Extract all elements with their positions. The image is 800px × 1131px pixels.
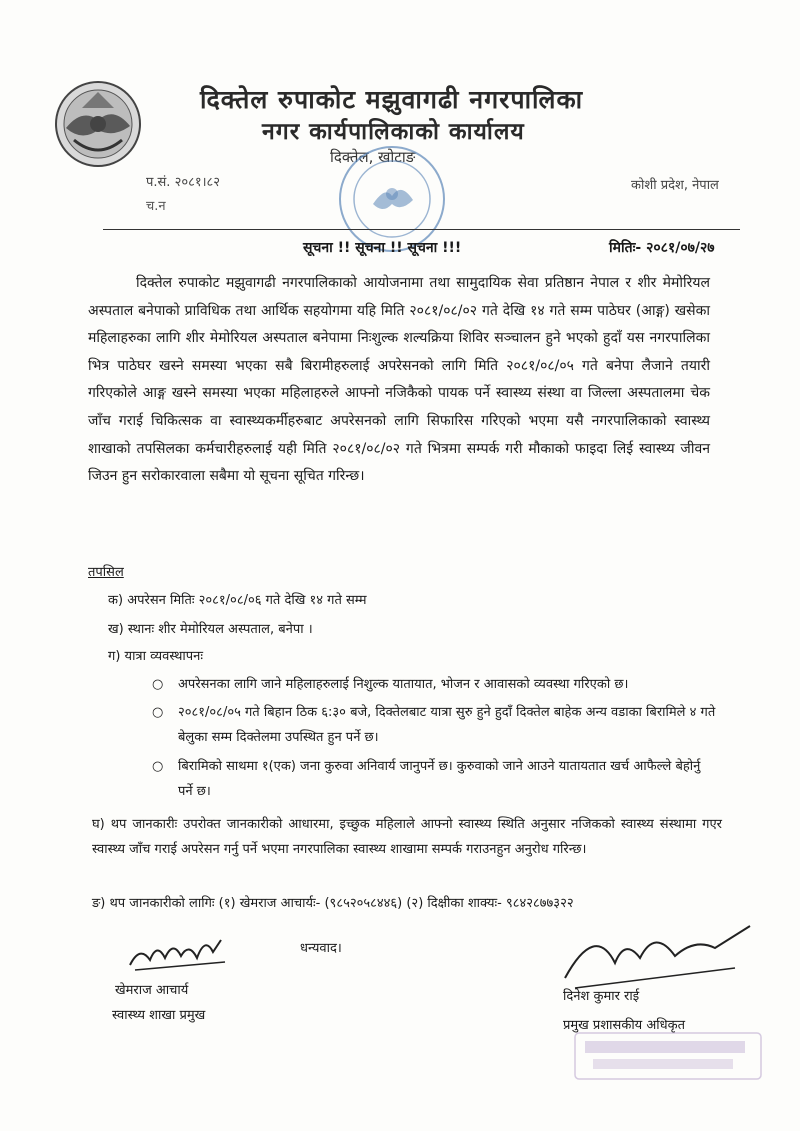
notice-body — [88, 270, 710, 491]
notice-heading: सूचना !! सूचना !! सूचना !!! — [303, 240, 462, 256]
bullet-circle-icon: ○ — [152, 677, 164, 692]
right-signatory-title: प्रमुख प्रशासकीय अधिकृत — [563, 1018, 686, 1033]
signature-left — [125, 930, 235, 975]
detail-item-ga: ग) यात्रा व्यवस्थापनः — [108, 649, 204, 664]
detail-item-nga: ङ) थप जानकारीको लागिः (१) खेमराज आचार्यः- (९८५२०५८४४६) (२) दिक्षीका शाक्यः- ९८४२८७७३२२ — [92, 896, 574, 911]
body-paragraph: दिक्तेल रुपाकोट मझुवागढी नगरपालिकाको आयोजनामा तथा सामुदायिक सेवा प्रतिष्ठान नेपाल र शीर मेमोरियल अस्पताल बनेपाको प्राविधिक तथा आर्थिक सहयोगमा यहि मिति २०८१/०८/०२ गते देखि १४ गते सम्म पाठेघर (आङ्ग) खसेका महिलाहरुका लागि शीर मेमोरियल अस्पताल बनेपामा निःशुल्क शल्यक्रिया शिविर सञ्चालन हुने भएको हुदाँ यस नगरपालिका भित्र पाठेघर खस्ने समस्या भएका सबै बिरामीहरुलाई अपरेसनको लागि मिति २०८१/०८/०५ गते बनेपा लैजाने तयारी गरिएकोले आङ्ग खस्ने समस्या भएका महिलाहरुले आफ्नो नजिकैको पायक पर्ने स्वास्थ्य संस्था वा जिल्ला अस्पतालमा चेक जाँच गराई चिकित्सक वा स्वास्थ्यकर्मीहरुबाट अपरेसनको लागि सिफारिस गरिएको भएमा यसै नगरपालिकाको स्वास्थ्य शाखाको तपसिलका कर्मचारीहरुलाई यही मिति २०८१/०८/०२ गते भित्रमा सम्पर्क गरी मौकाको फाइदा लिई स्वास्थ्य जीवन जिउन हुन सरोकारवाला सबैमा यो सूचना सूचित गरिन्छ। — [88, 275, 710, 485]
province-label: कोशी प्रदेश, नेपाल — [631, 178, 719, 193]
left-signatory-title: स्वास्थ्य शाखा प्रमुख — [112, 1008, 206, 1023]
detail-item-kha: ख) स्थानः शीर मेमोरियल अस्पताल, बनेपा । — [108, 622, 313, 637]
office-title: नगर कार्यपालिकाको कार्यालय — [262, 119, 525, 145]
detail-item-ka: क) अपरेसन मितिः २०८१/०८/०६ गते देखि १४ गते सम्म — [108, 593, 367, 608]
signature-right — [555, 918, 755, 993]
municipality-title: दिक्तेल रुपाकोट मझुवागढी नगरपालिका — [200, 85, 584, 114]
left-signatory-name: खेमराज आचार्य — [115, 983, 189, 998]
notice-date: मितिः- २०८१/०७/२७ — [609, 240, 715, 256]
reference-number: प.सं. २०८१।८२ — [146, 175, 221, 190]
list-item: ○ बिरामिको साथमा १(एक) जना कुरुवा अनिवार्य जानुपर्ने छ। कुरुवाको जाने आउने यातायतात खर्च आफैल्ले बेहोर्नु पर्ने छ। — [178, 754, 718, 804]
nepal-emblem-logo — [52, 78, 144, 170]
bullet-circle-icon: ○ — [152, 759, 164, 774]
office-address: दिक्तेल, खोटाङ — [330, 148, 416, 166]
list-item: ○ २०८१/०८/०५ गते बिहान ठिक ६:३० बजे, दिक्तेलबाट यात्रा सुरु हुने हुदाँ दिक्तेल बाहेक अन्य वडाका बिरामिले ४ गते बेलुका सम्म दिक्तेलमा उपस्थित हुन पर्ने छ। — [178, 700, 718, 750]
bullet-circle-icon: ○ — [152, 705, 164, 720]
header-divider — [103, 229, 740, 230]
thanks-text: धन्यवाद। — [300, 941, 342, 956]
officer-name-stamp — [573, 1031, 763, 1081]
right-signatory-name: दिनेश कुमार राई — [563, 989, 640, 1004]
dispatch-number: च.न — [146, 199, 166, 214]
list-item: ○ अपरेसनका लागि जाने महिलाहरुलाई निशुल्क यातायात, भोजन र आवासको व्यवस्था गरिएको छ। — [178, 672, 718, 697]
details-heading: तपसिल — [88, 565, 124, 580]
detail-item-gha: घ) थप जानकारीः उपरोक्त जानकारीको आधारमा, इच्छुक महिलाले आफ्नो स्वास्थ्य स्थिति अनुसार नजिकको स्वास्थ्य संस्थामा गएर स्वास्थ्य जाँच गराई अपरेसन गर्नु पर्ने भएमा नगरपालिका स्वास्थ्य शाखामा सम्पर्क गराउनहुन अनुरोध गरिन्छ। — [92, 817, 722, 857]
